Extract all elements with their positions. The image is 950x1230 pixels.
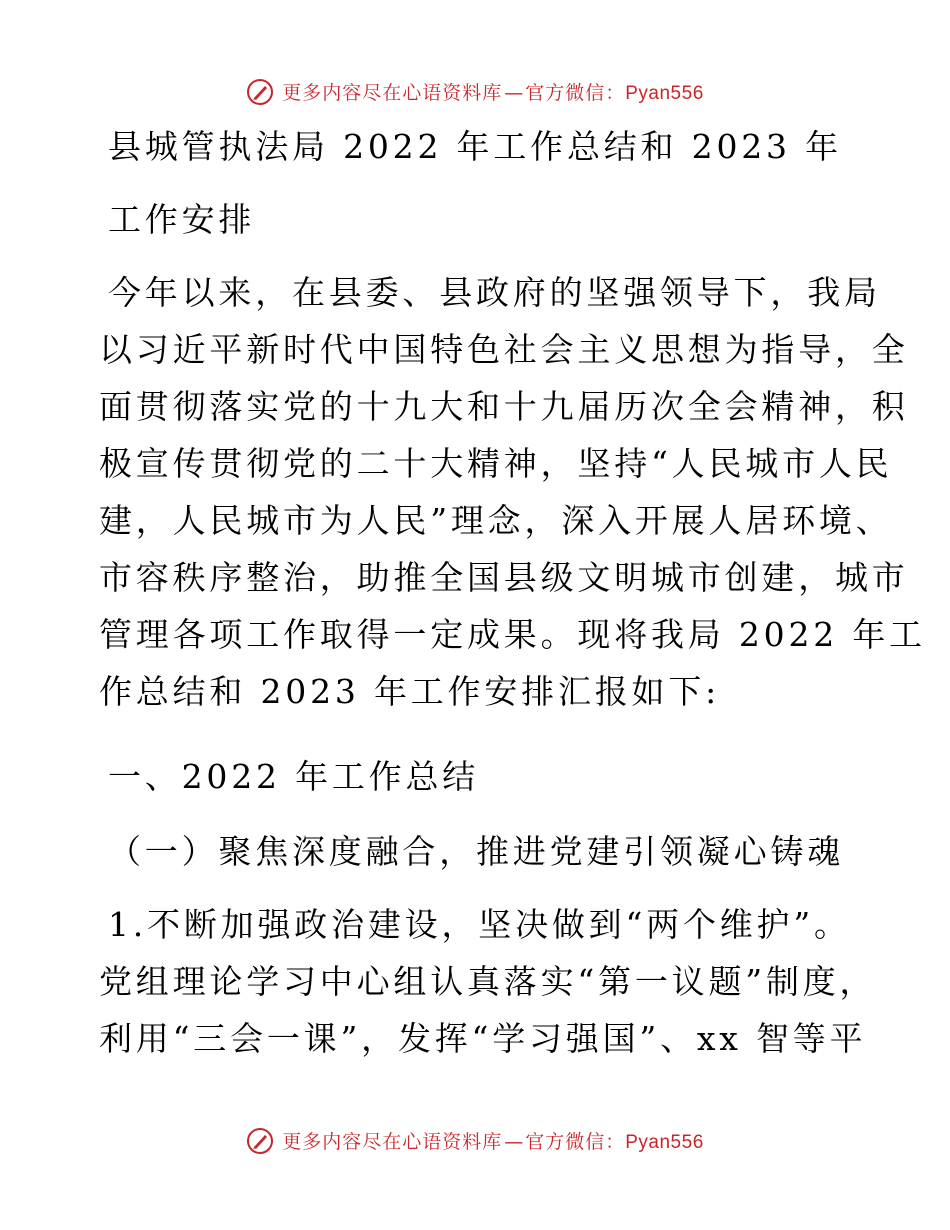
- quill-logo-icon: [246, 1127, 274, 1155]
- watermark-wechat-id: Pyan556: [625, 83, 704, 104]
- section-heading-1: 一、2022 年工作总结: [108, 757, 480, 796]
- intro-line-2: 以习近平新时代中国特色社会主义思想为指导，全: [99, 330, 909, 369]
- intro-line-5: 建，人民城市为人民”理念，深入开展人居环境、: [99, 501, 893, 540]
- intro-line-6: 市容秩序整治，助推全国县级文明城市创建，城市: [99, 558, 909, 597]
- watermark-wechat-label: 官方微信：: [525, 82, 626, 104]
- item1-line-3: 利用“三会一课”，发挥“学习强国”、xx 智等平: [99, 1019, 867, 1058]
- watermark-dash: —: [504, 82, 524, 104]
- item1-line-2: 党组理论学习中心组认真落实“第一议题”制度，: [99, 962, 877, 1001]
- watermark-header: [0, 78, 950, 106]
- watermark-dash: —: [504, 1131, 524, 1153]
- doc-title-line-2: 工作安排: [108, 200, 256, 239]
- doc-title-line-1: 县城管执法局 2022 年工作总结和 2023 年: [108, 127, 842, 166]
- item1-line-1: 1.不断加强政治建设，坚决做到“两个维护”。: [108, 905, 851, 944]
- watermark-site-text: 更多内容尽在心语资料库: [282, 82, 503, 104]
- intro-line-1: 今年以来，在县委、县政府的坚强领导下，我局: [108, 273, 881, 312]
- watermark-wechat-id: Pyan556: [625, 1132, 704, 1153]
- intro-line-3: 面贯彻落实党的十九大和十九届历次全会精神，积: [99, 387, 909, 426]
- watermark-wechat-label: 官方微信：: [525, 1131, 626, 1153]
- watermark-site-text: 更多内容尽在心语资料库: [282, 1131, 503, 1153]
- quill-logo-icon: [246, 78, 274, 106]
- intro-line-4: 极宣传贯彻党的二十大精神，坚持“人民城市人民: [99, 444, 893, 483]
- intro-line-8: 作总结和 2023 年工作安排汇报如下:: [99, 672, 721, 711]
- intro-line-7: 管理各项工作取得一定成果。现将我局 2022 年工: [99, 615, 926, 654]
- subsection-heading-1: （一）聚焦深度融合，推进党建引领凝心铸魂: [108, 832, 844, 871]
- watermark-footer: [0, 1127, 950, 1155]
